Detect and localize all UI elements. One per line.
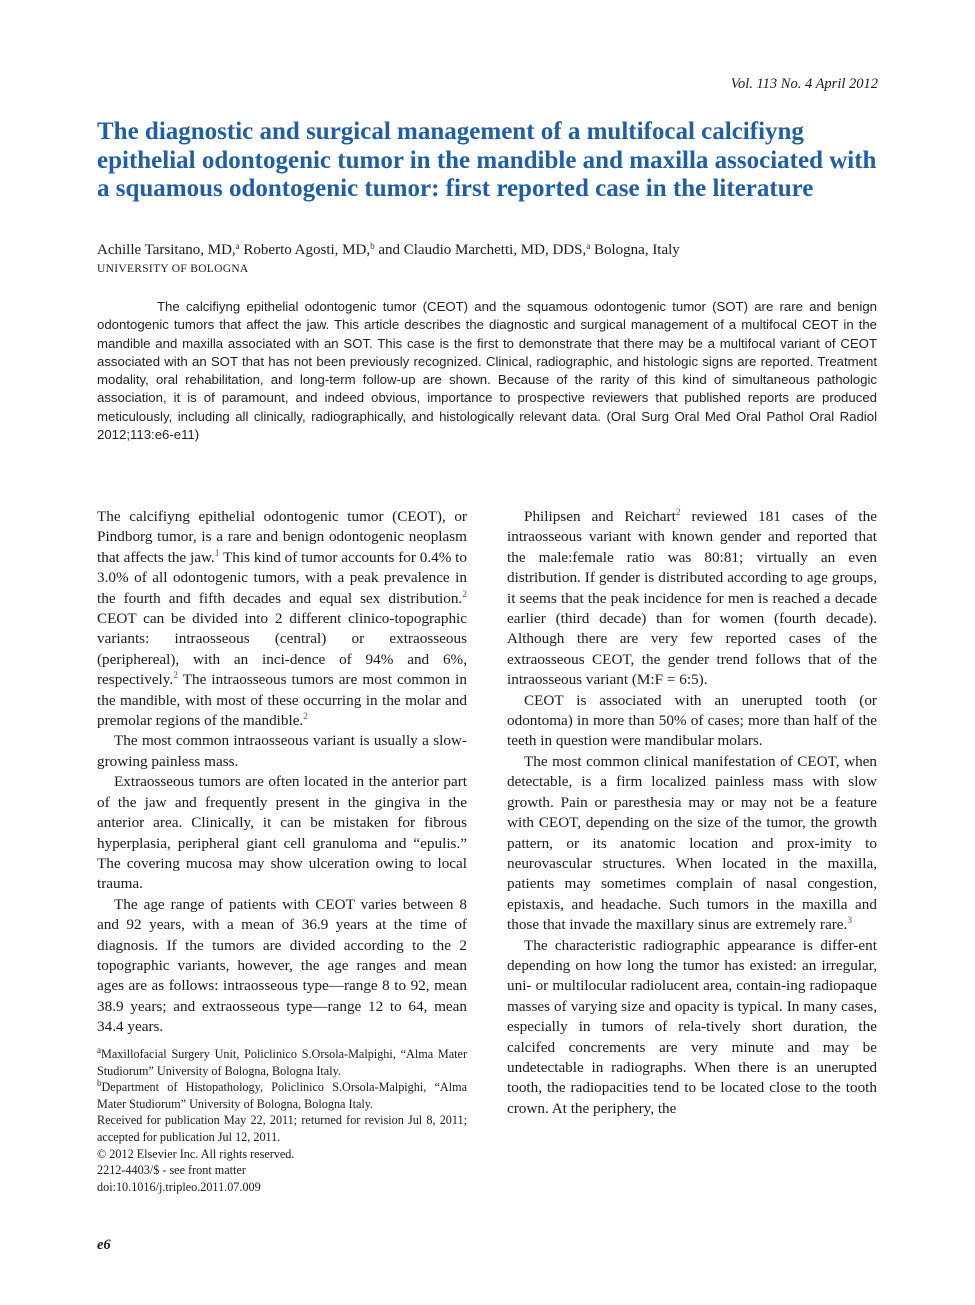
institution: UNIVERSITY OF BOLOGNA (97, 263, 249, 275)
reference-link[interactable]: 2 (462, 589, 467, 600)
abstract: The calcifiyng epithelial odontogenic tumor (CEOT) and the squamous odontogenic tumor (SOT) are rare and benign odontogenic tumors that affect the jaw. This article describes the diagnostic and surgical management of a multifocal CEOT in the mandible and maxilla associated with an SOT. This case is the first to demonstrate that there may be a multifocal variant of CEOT associated with an SOT that has not been previously recognized. Clinical, radiographic, and histologic signs are reported. Treatment modality, oral rehabilitation, and long-term follow-up are shown. Because of the rarity of this kind of simultaneous pathologic association, it is of paramount, and indeed obvious, importance to prospective reviewers that published reports are produced meticulously, including all clinically, radiographically, and histologically relevant data. (Oral Surg Oral Med Oral Pathol Oral Radiol 2012;113:e6-e11) (97, 299, 877, 443)
body-paragraph: The characteristic radiographic appearance is differ-ent depending on how long the tumor has existed: an irregular, uni- or multilocular radiolucent area, contain-ing radiopaque masses of varying size and opacity is typical. In many cases, especially in tumors of rela-tively short duration, the calcifed concrements are very minute and may be undetectable in radiographs. When there is an unerupted tooth, the radiopacities tend to be located close to the tooth crown. At the periphery, the (507, 936, 877, 1117)
body-paragraph (97, 507, 467, 731)
article-title: The diagnostic and surgical management of a multifocal calcifiyng epithelial odontogenic tumor in the mandible and maxilla associated with a squamous odontogenic tumor: first reported case in the literature (97, 118, 877, 202)
body-paragraph (507, 507, 877, 691)
reference-link[interactable]: 2 (675, 508, 681, 518)
body-paragraph (507, 752, 877, 936)
author-name: Roberto Agosti, MD, (239, 242, 371, 258)
author-name: Achille Tarsitano, MD, (97, 242, 236, 258)
affiliation-marker: a (235, 241, 240, 251)
page-number: e6 (97, 1237, 111, 1253)
text-run: The most common clinical manifestation of CEOT, when detectable, is a firm localized painless mass with slow growth. Pain or paresthesia may or may not be a feature with CEOT, depending on the size of the tumor, the growth pattern, or its anatomic location and prox-imity to neurovascular structures. When located in the maxilla, patients may sometimes complain of nasal congestion, epistaxis, and headache. Such tumors in the maxilla and those that invade the maxillary sinus are extremely rare. (507, 752, 877, 934)
author-name: and Claudio Marchetti, MD, DDS, (374, 242, 587, 258)
body-paragraph: Extraosseous tumors are often located in the anterior part of the jaw and frequently present in the gingiva in the anterior area. Clinically, it can be mistaken for fibrous hyperplasia, peripheral giant cell granuloma and “epulis.” The covering mucosa may show ulceration owing to local trauma. (97, 773, 467, 893)
issn-line: 2212-4403/$ - see front matter (97, 1163, 246, 1178)
reference-link[interactable]: 2 (173, 671, 178, 682)
author-line (97, 241, 897, 260)
body-paragraph: The most common intraosseous variant is usually a slow-growing painless mass. (97, 732, 467, 770)
footnotes (97, 1046, 467, 1195)
publication-dates: Received for publication May 22, 2011; returned for revision Jul 8, 2011; accepted for publication Jul 12, 2011. (97, 1113, 467, 1144)
affiliation-footnote (97, 1046, 467, 1079)
author-location: Bologna, Italy (590, 242, 680, 258)
affiliation-marker: a (586, 241, 591, 251)
body-paragraph: The age range of patients with CEOT varies between 8 and 92 years, with a mean of 36.9 years at the time of diagnosis. If the tumors are divided according to the 2 topographic variants, however, the age ranges and mean ages are as follows: intraosseous type—range 8 to 92, mean 38.9 years; and extraosseous type—range 12 to 64, mean 34.4 years. (97, 895, 467, 1036)
reference-link[interactable]: 2 (303, 712, 308, 723)
footnote-marker: a (97, 1045, 101, 1055)
body-paragraph: CEOT is associated with an unerupted tooth (or odontoma) in more than 50% of cases; more than half of the teeth in question were mandibular molars. (507, 691, 877, 750)
affiliation-footnote (97, 1079, 467, 1112)
copyright-line: © 2012 Elsevier Inc. All rights reserved. (97, 1146, 295, 1161)
footnote-text: Maxillofacial Surgery Unit, Policlinico S.Orsola-Malpighi, “Alma Mater Studiorum” University of Bologna, Bologna Italy. (97, 1047, 467, 1078)
text-run: reviewed 181 cases of the intraosseous variant with known gender and reported that the male:female ratio was 80:81; virtually an even distribution. If gender is distributed according to age groups, it seems that the peak incidence for men is reached a decade earlier (third decade) than for women (fourth decade). Although there are very few reported cases of the extraosseous CEOT, the gender trend follows that of the intraosseous variant (M:F = 6:5). (507, 508, 877, 689)
text-run: This kind of tumor accounts for 0.4% to 3.0% of all odontogenic tumors, with a peak prevalence in the fourth and fifth decades and equal sex distribution. (97, 548, 468, 607)
doi-link[interactable]: doi:10.1016/j.tripleo.2011.07.009 (97, 1179, 261, 1194)
text-run: The calcifiyng epithelial odontogenic tumor (CEOT), or Pindborg tumor, is a rare and benign odontogenic neoplasm that affects the jaw. (97, 508, 467, 566)
footnote-marker: b (97, 1078, 102, 1089)
issue-header: Vol. 113 No. 4 April 2012 (730, 76, 878, 92)
text-run: The intraosseous tumors are most common in the mandible, with most of these occurring in the molar and premolar regions of the mandible. (97, 671, 467, 730)
body-column-right (507, 507, 877, 1119)
reference-link[interactable]: 3 (847, 916, 853, 927)
text-run: CEOT can be divided into 2 different clinico-topographic variants: intraosseous (central) or extraosseous (periphereal), with an inci-dence of 94% and 6%, respectively. (97, 610, 467, 689)
reference-link[interactable]: 1 (214, 548, 220, 559)
text-run: Philipsen and Reichart (524, 508, 676, 525)
affiliation-marker: b (370, 241, 375, 251)
body-column-left (97, 507, 467, 1038)
footnote-text: Department of Histopathology, Policlinico S.Orsola-Malpighi, “Alma Mater Studiorum” University of Bologna, Bologna Italy. (97, 1080, 467, 1111)
